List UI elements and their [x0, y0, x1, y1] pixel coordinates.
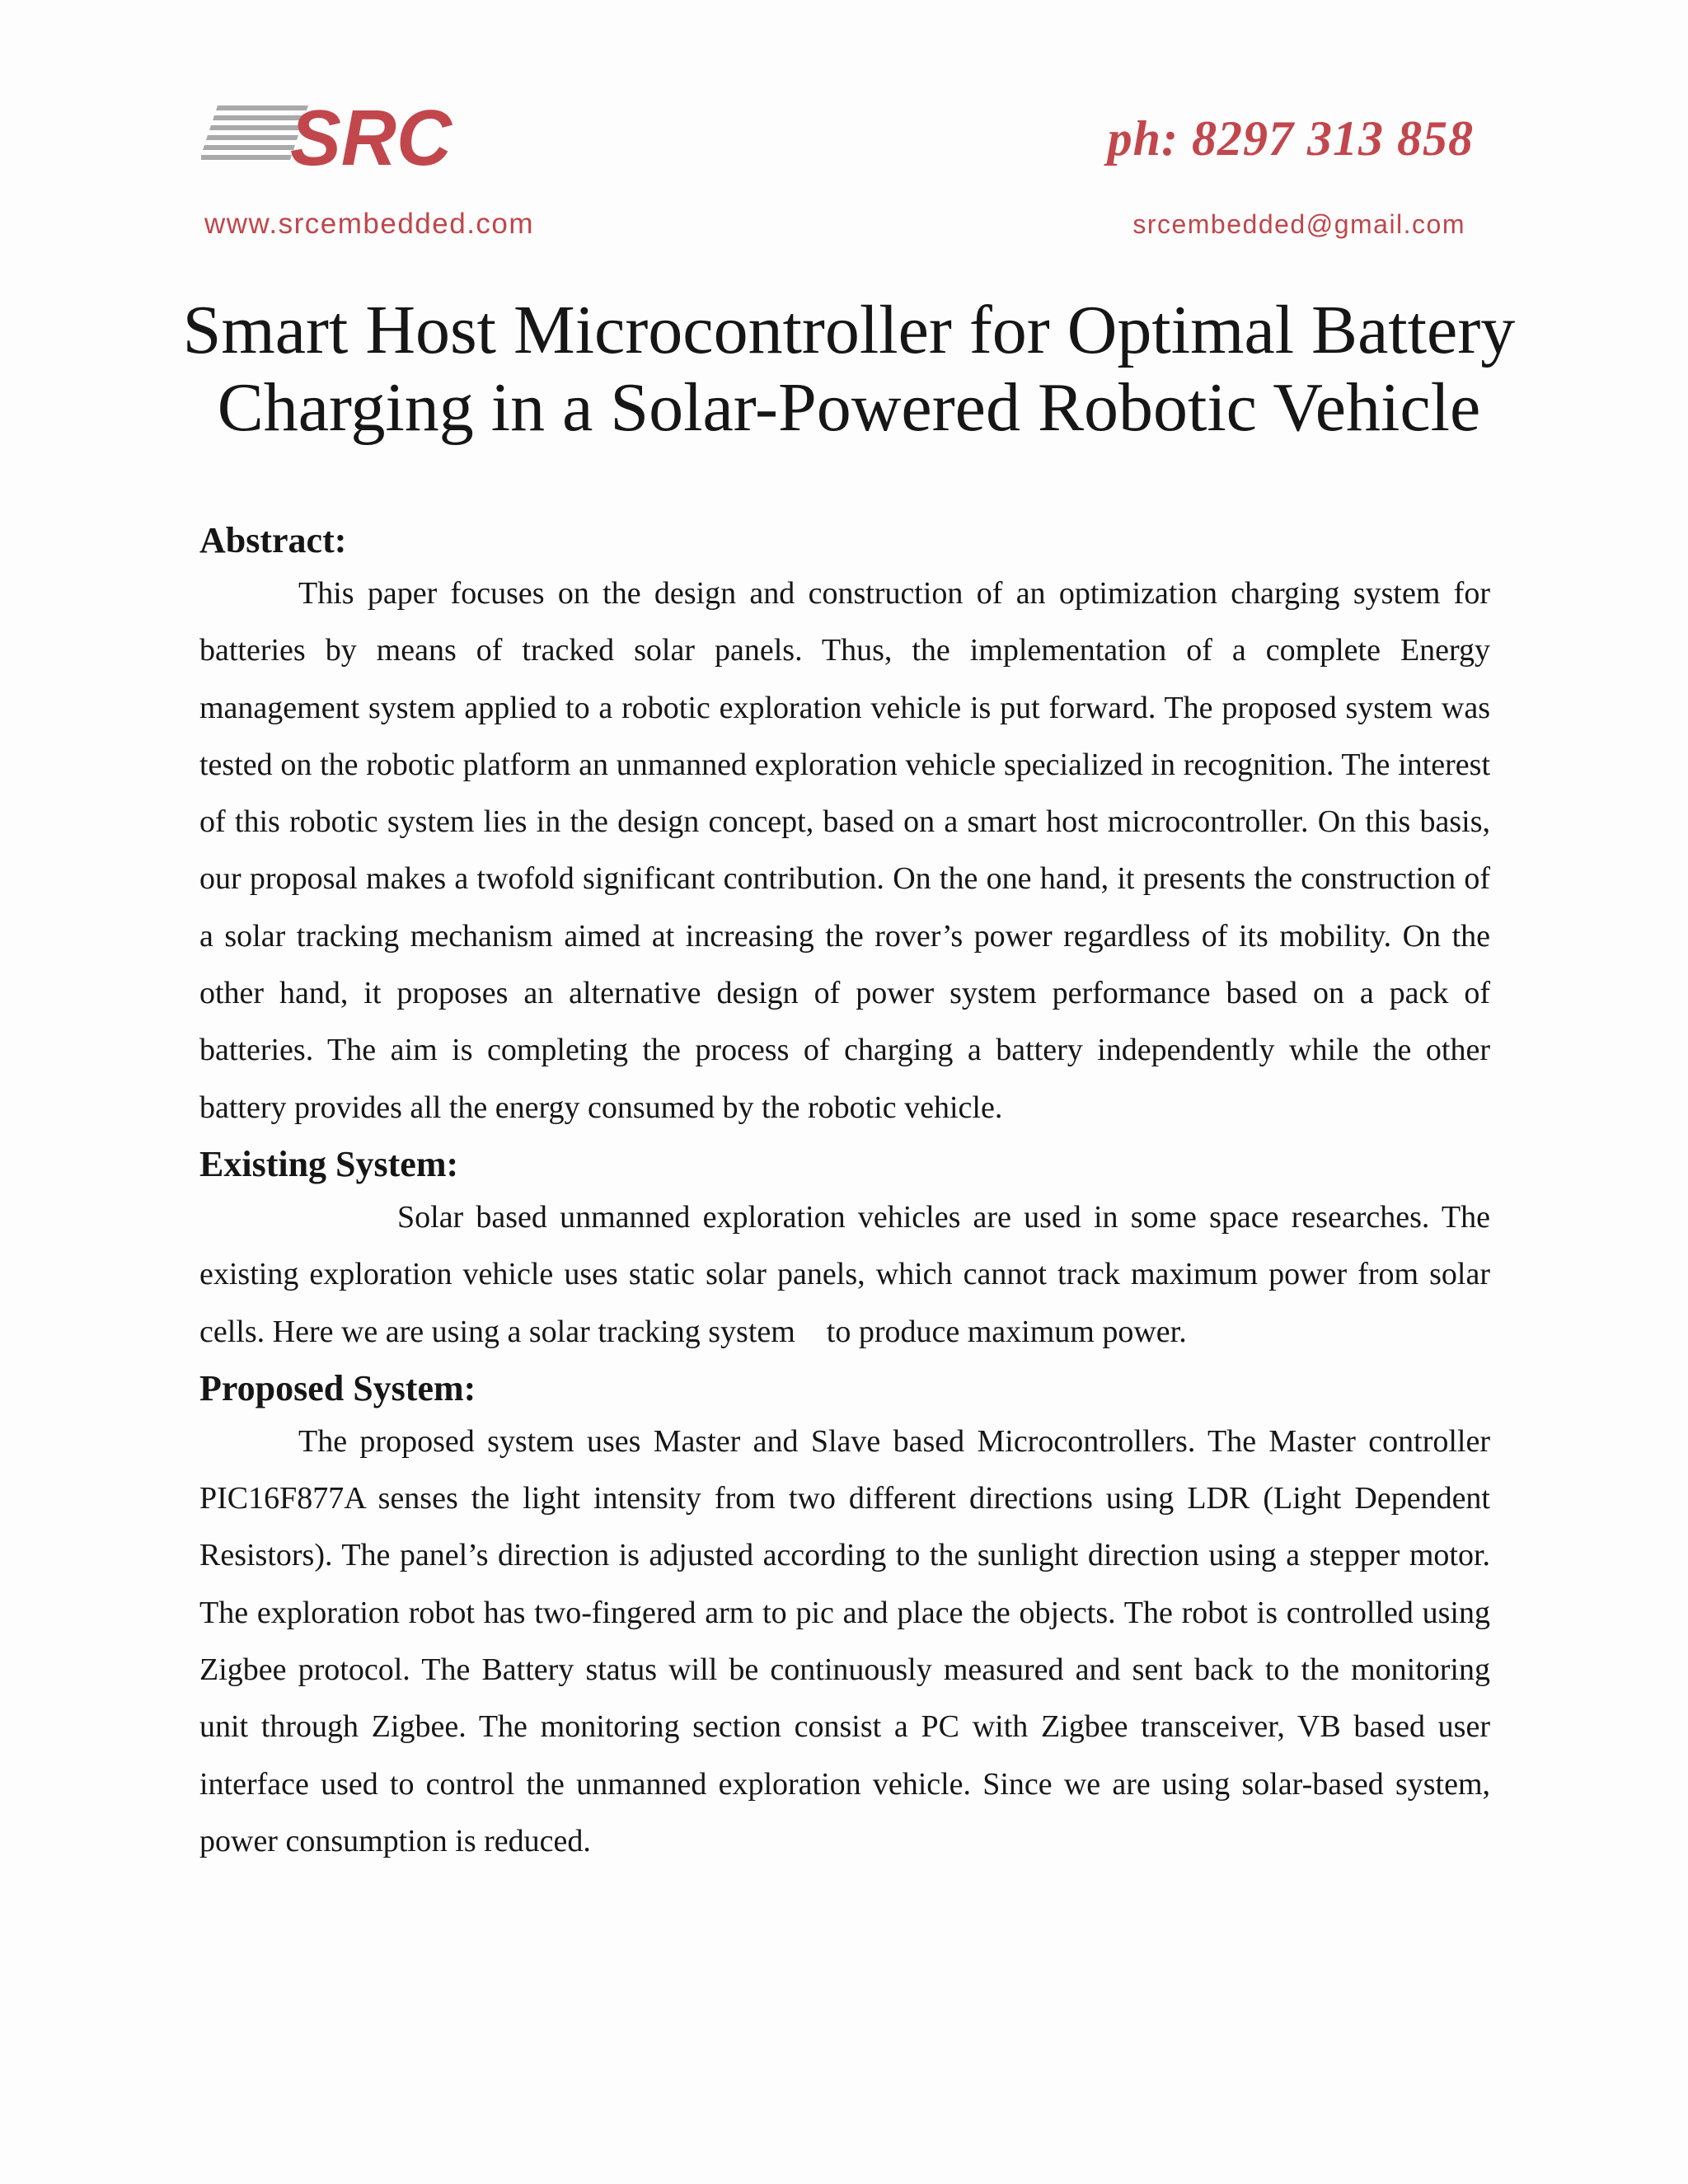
proposed-system-text: The proposed system uses Master and Slave based Microcontrollers. The Master controller PIC16F877A senses the light intensity from two different directions using LDR (Light Dependent Resistors). The panel’s direction is adjusted according to the sunlight direction using a stepper motor. The exploration robot has two-fingered arm to pic and place the objects. The robot is controlled using Zigbee protocol. The Battery status will be continuously measured and sent back to the monitoring unit through Zigbee. The monitoring section consist a PC with Zigbee transceiver, VB based user interface used to control the unmanned exploration vehicle. Since we are using solar-based system, power consumption is reduced.: [199, 1423, 1490, 1858]
website-url: www.srcembedded.com: [204, 208, 535, 240]
existing-system-text: Solar based unmanned exploration vehicles are used in some space researches. The existing exploration vehicle uses static solar panels, which cannot track maximum power from solar cells. Here we are using a solar tracking system to produce maximum power.: [199, 1199, 1498, 1349]
existing-system-heading: Existing System:: [199, 1143, 459, 1184]
abstract-text: This paper focuses on the design and construction of an optimization charging system for batteries by means of tracked solar panels. Thus, the implementation of a complete Energy management system applied to a robotic exploration vehicle is put forward. The proposed system was tested on the robotic platform an unmanned exploration vehicle specialized in recognition. The interest of this robotic system lies in the design concept, based on a smart host microcontroller. On this basis, our proposal makes a twofold significant contribution. On the one hand, it presents the construction of a solar tracking mechanism aimed at increasing the rover’s power regardless of its mobility. On the other hand, it proposes an alternative design of power system performance based on a pack of batteries. The aim is completing the process of charging a battery independently while the other battery provides all the energy consumed by the robotic vehicle.: [199, 576, 1490, 1125]
src-logo: [201, 101, 457, 183]
title-line-2: Charging in a Solar-Powered Robotic Vehicle: [217, 369, 1481, 446]
phone-number: ph: 8297 313 858: [1107, 111, 1474, 166]
document-body: [199, 516, 1498, 1870]
abstract-heading: Abstract:: [199, 520, 347, 560]
email-address: srcembedded@gmail.com: [1132, 209, 1465, 239]
logo-text: SRC: [290, 101, 453, 182]
document-title: [181, 292, 1517, 447]
title-line-1: Smart Host Microcontroller for Optimal Battery: [182, 292, 1516, 368]
proposed-system-heading: Proposed System:: [199, 1367, 476, 1408]
src-logo-graphic: [201, 101, 457, 183]
